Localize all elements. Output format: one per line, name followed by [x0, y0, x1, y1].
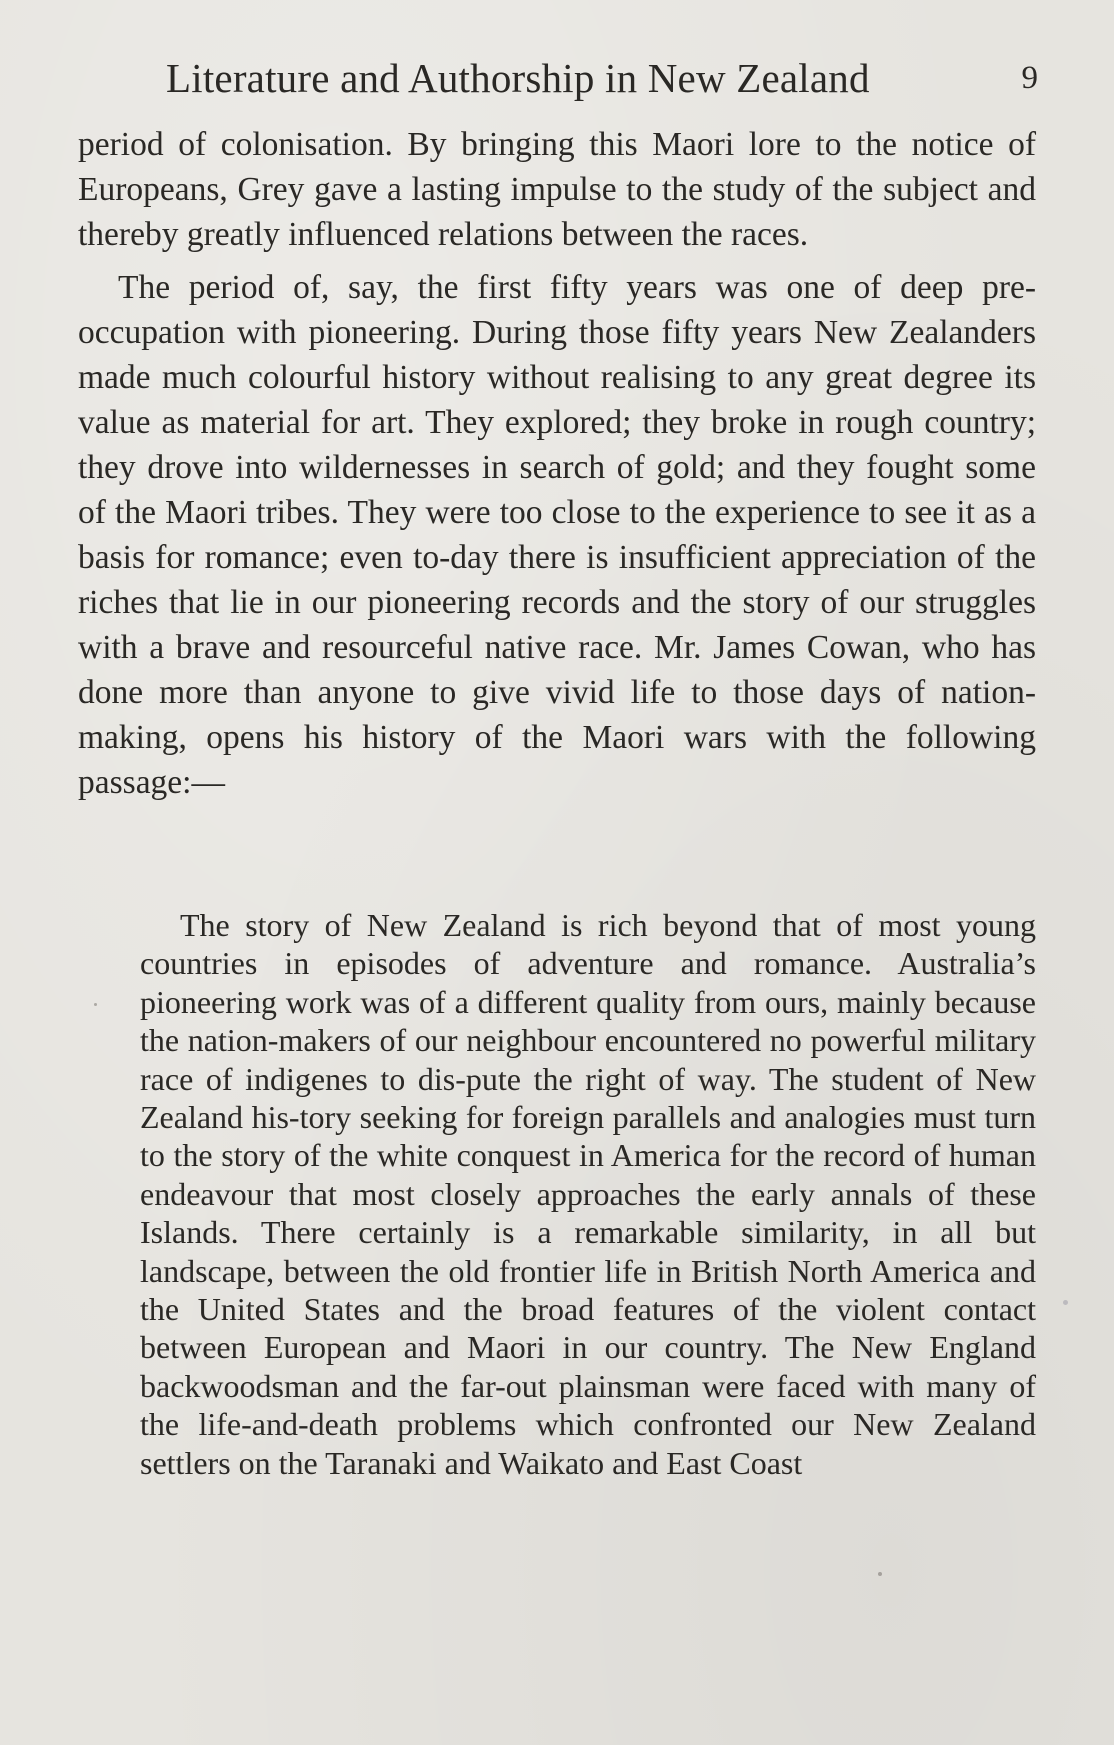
paragraph-continued: period of colonisation. By bringing this Maori lore to the notice of Europeans, Grey gave a lasting impulse to the study of the subject and thereby greatly influenced relations between the races. — [78, 126, 1036, 253]
paragraph-pioneering: The period of, say, the first fifty years was one of deep pre-occupation with pioneering. During those fifty years New Zealanders made much colourful history without realising to any great degree its value as material for art. They explored; they broke in rough country; they drove into wildernesses in search of gold; and they fought some of the Maori tribes. They were too close to the experience to see it as a basis for romance; even to-day there is insufficient appreciation of the riches that lie in our pioneering records and the story of our struggles with a brave and resourceful native race. Mr. James Cowan, who has done more than anyone to give vivid life to those days of nation-making, opens his history of the Maori wars with the following passage:— — [78, 269, 1036, 801]
paper-speck — [878, 1572, 882, 1576]
block-quote-text: The story of New Zealand is rich beyond that of most young countries in episodes of adventure and romance. Australia’s pioneering work was of a different quality from ours, mainly because the nation-makers of our neighbour encountered no powerful military race of indigenes to dis-pute the right of way. The student of New Zealand his-tory seeking for foreign parallels and analogies must turn to the story of the white conquest in America for the record of human endeavour that most closely approaches the early annals of these Islands. There certainly is a remarkable similarity, in all but landscape, between the old frontier life in British North America and the United States and the broad features of the violent contact between European and Maori in our country. The New England backwoodsman and the far-out plainsman were faced with many of the life-and-death problems which confronted our New Zealand settlers on the Taranaki and Waikato and East Coast — [140, 907, 1036, 1481]
block-quote — [140, 906, 1036, 1482]
paper-speck — [94, 1003, 97, 1006]
running-head — [78, 54, 1038, 108]
body-text — [78, 122, 1036, 805]
page-number: 9 — [1021, 60, 1038, 96]
running-title: Literature and Authorship in New Zealand — [166, 55, 870, 101]
paper-speck — [1063, 1300, 1068, 1305]
